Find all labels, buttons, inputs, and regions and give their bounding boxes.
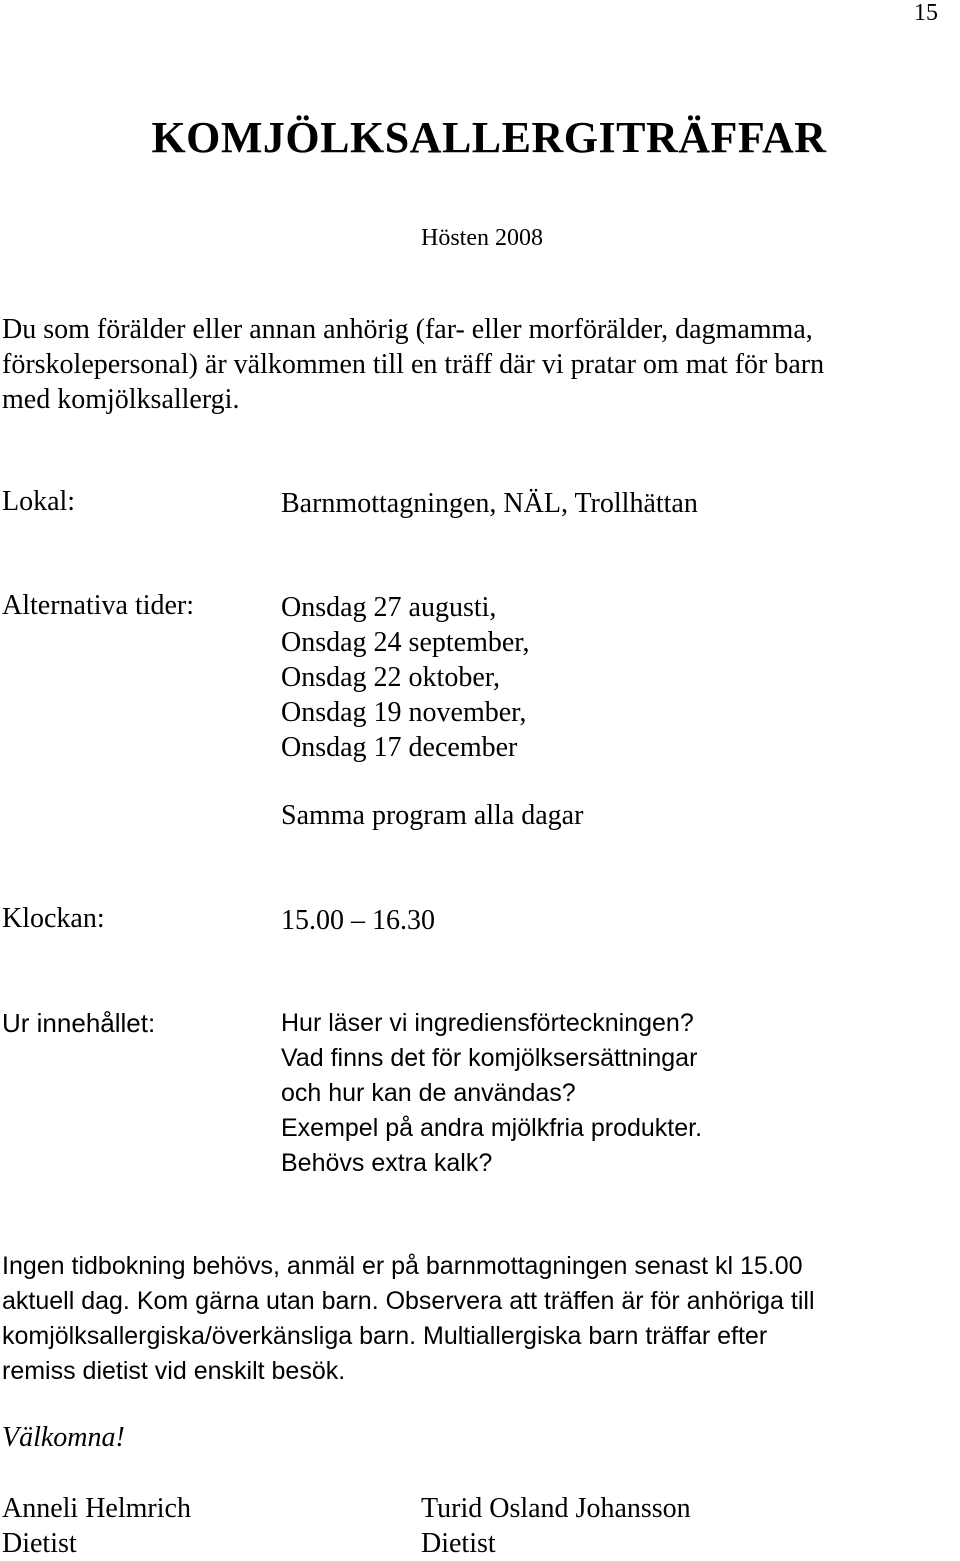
list-item: Exempel på andra mjölkfria produkter. (281, 1114, 703, 1142)
intro-paragraph (2, 312, 824, 417)
signature-role: Dietist (2, 1528, 77, 1559)
signature-role: Dietist (421, 1528, 496, 1559)
innehall-label: Ur innehållet: (2, 1008, 156, 1038)
tider-label: Alternativa tider: (2, 590, 195, 621)
list-item: och hur kan de användas? (281, 1079, 576, 1107)
signature-left (2, 1491, 191, 1561)
signature-name: Turid Osland Johansson (421, 1493, 691, 1524)
klockan-value: 15.00 – 16.30 (281, 905, 435, 936)
list-item: Behövs extra kalk? (281, 1149, 493, 1177)
list-item: Hur läser vi ingrediensförteckningen? (281, 1009, 694, 1037)
intro-line: förskolepersonal) är välkommen till en träff där vi pratar om mat för barn (2, 349, 825, 380)
tider-dates (281, 590, 530, 765)
date-item: Onsdag 17 december (281, 732, 518, 763)
page-title: KOMJÖLKSALLERGITRÄFFAR (151, 113, 827, 162)
intro-line: Du som förälder eller annan anhörig (far- eller morförälder, dagmamma, (2, 314, 813, 345)
klockan-label: Klockan: (2, 903, 105, 934)
lokal-label: Lokal: (2, 486, 76, 517)
welcome-text: Välkomna! (2, 1422, 125, 1453)
subtitle: Hösten 2008 (421, 225, 543, 251)
date-item: Onsdag 22 oktober, (281, 662, 500, 693)
lokal-value: Barnmottagningen, NÄL, Trollhättan (281, 488, 698, 519)
info-paragraph (2, 1249, 815, 1389)
signature-right (421, 1491, 691, 1561)
date-item: Onsdag 19 november, (281, 697, 527, 728)
signature-name: Anneli Helmrich (2, 1493, 191, 1524)
tider-note: Samma program alla dagar (281, 800, 584, 831)
page-number: 15 (914, 0, 938, 26)
info-line: Ingen tidbokning behövs, anmäl er på barnmottagningen senast kl 15.00 (2, 1252, 803, 1280)
list-item: Vad finns det för komjölksersättningar (281, 1044, 698, 1072)
info-line: aktuell dag. Kom gärna utan barn. Observera att träffen är för anhöriga till (2, 1287, 815, 1315)
date-item: Onsdag 24 september, (281, 627, 530, 658)
info-line: remiss dietist vid enskilt besök. (2, 1357, 346, 1385)
innehall-list (281, 1006, 702, 1181)
info-line: komjölksallergiska/överkänsliga barn. Multiallergiska barn träffar efter (2, 1322, 768, 1350)
date-item: Onsdag 27 augusti, (281, 592, 497, 623)
intro-line: med komjölksallergi. (2, 384, 240, 415)
